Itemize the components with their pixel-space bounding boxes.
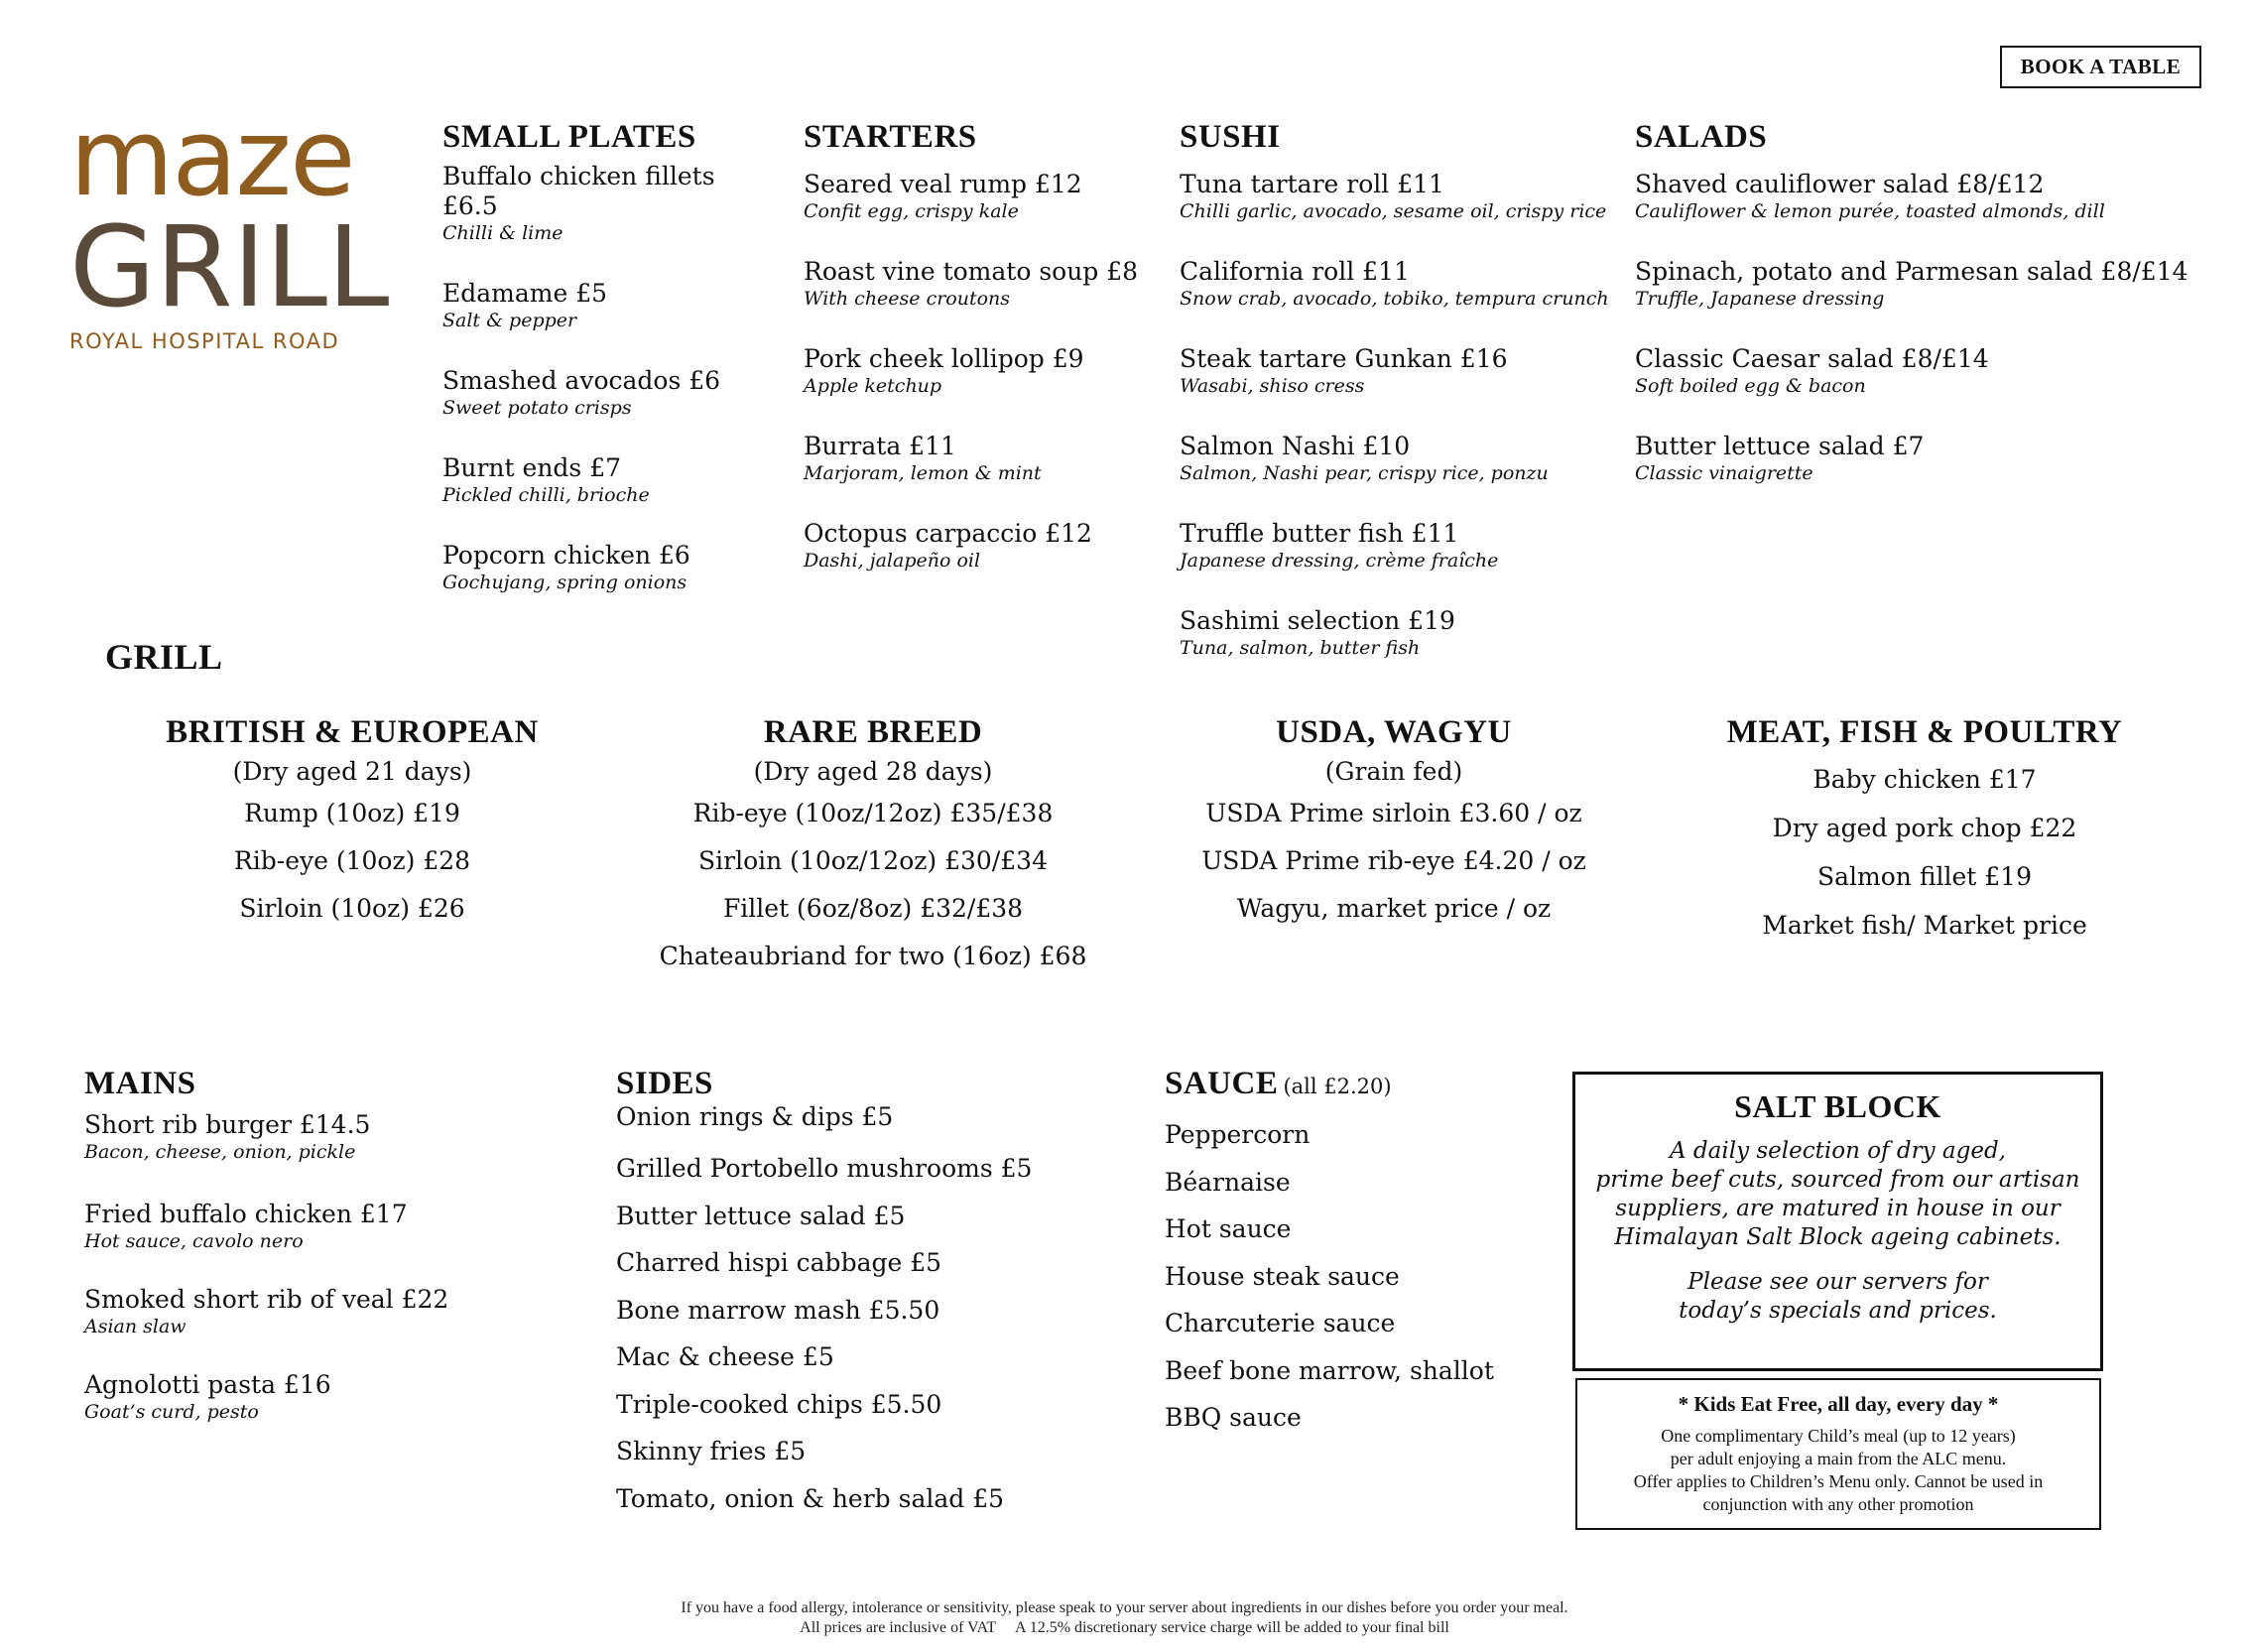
maze-grill-logo [69, 96, 390, 353]
kids-title: * Kids Eat Free, all day, every day * [1678, 1392, 1999, 1416]
list-item [1635, 257, 2190, 311]
item-desc: With cheese croutons [804, 288, 1011, 310]
logo-maze: maze [69, 96, 354, 220]
item-desc: Sweet potato crisps [442, 397, 632, 419]
usda-title: USDA, WAGYU [1276, 714, 1512, 750]
salads-title: SALADS [1635, 119, 1768, 155]
salt-block-title: SALT BLOCK [1734, 1088, 1941, 1124]
list-item: USDA Prime rib-eye £4.20 / oz [1201, 846, 1586, 875]
list-item [804, 432, 1161, 485]
list-item [84, 1370, 541, 1424]
logo-grill: GRILL [69, 203, 390, 332]
list-item: Beef bone marrow, shallot [1165, 1355, 1494, 1385]
footer-vat: All prices are inclusive of VAT A 12.5% discretionary service charge will be added to your final bill [800, 1619, 1449, 1636]
list-item [1635, 170, 2190, 223]
list-item: Tomato, onion & herb salad £5 [616, 1483, 1005, 1513]
item-name: Tuna tartare roll £11 [1180, 170, 1444, 198]
list-item [804, 344, 1161, 398]
item-name: California roll £11 [1180, 257, 1410, 286]
list-item [1635, 344, 2190, 398]
list-item [1180, 519, 1616, 572]
item-name: Burnt ends £7 [442, 453, 622, 482]
list-item [84, 1285, 541, 1338]
grill-title: GRILL [105, 637, 223, 677]
list-item [1635, 432, 2190, 485]
item-desc: Japanese dressing, crème fraîche [1180, 550, 1499, 572]
list-item: House steak sauce [1165, 1261, 1400, 1291]
list-item: Béarnaise [1165, 1167, 1291, 1197]
item-name: Sashimi selection £19 [1180, 606, 1455, 635]
salt-desc-line: A daily selection of dry aged, [1670, 1138, 2006, 1164]
list-item [442, 366, 770, 420]
rare-sub: (Dry aged 28 days) [753, 757, 993, 786]
sushi-section [1180, 119, 1616, 694]
salt-block-note [1575, 1268, 2100, 1326]
rare-breed-section [625, 714, 1121, 989]
logo-location: ROYAL HOSPITAL ROAD [69, 329, 340, 353]
item-name: Buffalo chicken fillets £6.5 [442, 162, 715, 220]
salt-desc-line: Himalayan Salt Block ageing cabinets. [1614, 1224, 2062, 1250]
item-name: Spinach, potato and Parmesan salad £8/£14 [1635, 257, 2188, 286]
item-name: Truffle butter fish £11 [1180, 519, 1459, 548]
salt-desc-line: prime beef cuts, sourced from our artisan [1595, 1167, 2080, 1193]
item-name: Smoked short rib of veal £22 [84, 1285, 449, 1314]
item-desc: Tuna, salmon, butter fish [1180, 637, 1421, 659]
sauce-note: (all £2.20) [1283, 1075, 1392, 1098]
sides-section [616, 1066, 1092, 1531]
list-item: Dry aged pork chop £22 [1772, 814, 2077, 842]
list-item: Wagyu, market price / oz [1236, 894, 1552, 923]
item-name: Popcorn chicken £6 [442, 541, 690, 570]
list-item [84, 1110, 541, 1164]
salt-note-line: Please see our servers for [1687, 1269, 1988, 1295]
list-item: Peppercorn [1165, 1120, 1311, 1149]
rare-title: RARE BREED [763, 714, 983, 750]
list-item: Skinny fries £5 [616, 1437, 807, 1465]
small-plates-section [442, 119, 770, 628]
item-name: Smashed avocados £6 [442, 366, 721, 395]
kids-line: per adult enjoying a main from the ALC menu. [1670, 1449, 2007, 1468]
list-item [84, 1200, 541, 1253]
item-desc: Soft boiled egg & bacon [1635, 375, 1866, 397]
item-desc: Dashi, jalapeño oil [804, 550, 981, 572]
list-item [804, 519, 1161, 572]
list-item [442, 453, 770, 507]
item-name: Burrata £11 [804, 432, 956, 460]
british-sub: (Dry aged 21 days) [232, 757, 472, 786]
list-item: USDA Prime sirloin £3.60 / oz [1205, 799, 1582, 827]
list-item: BBQ sauce [1165, 1403, 1302, 1432]
list-item [442, 162, 770, 245]
item-name: Steak tartare Gunkan £16 [1180, 344, 1508, 373]
british-title: BRITISH & EUROPEAN [166, 714, 539, 750]
list-item: Hot sauce [1165, 1214, 1292, 1243]
sauce-title: SAUCE [1165, 1066, 1279, 1101]
item-desc: Snow crab, avocado, tobiko, tempura crunch [1180, 288, 1609, 310]
footer [0, 1598, 2249, 1638]
usda-wagyu-section [1161, 714, 1627, 942]
list-item: Rib-eye (10oz) £28 [233, 846, 471, 875]
item-name: Shaved cauliflower salad £8/£12 [1635, 170, 2045, 198]
kids-desc [1577, 1425, 2099, 1516]
item-desc: Gochujang, spring onions [442, 572, 687, 593]
list-item: Onion rings & dips £5 [616, 1102, 894, 1131]
salads-section [1635, 119, 2190, 519]
list-item: Chateaubriand for two (16oz) £68 [659, 942, 1087, 970]
salt-note-line: today’s specials and prices. [1679, 1298, 1997, 1324]
list-item: Salmon fillet £19 [1816, 862, 2032, 891]
list-item: Grilled Portobello mushrooms £5 [616, 1154, 1033, 1183]
item-desc: Classic vinaigrette [1635, 462, 1813, 484]
salt-block-box [1572, 1072, 2103, 1371]
item-desc: Chilli garlic, avocado, sesame oil, crispy rice [1180, 200, 1607, 222]
list-item: Market fish/ Market price [1762, 911, 2087, 940]
list-item [442, 541, 770, 594]
item-name: Salmon Nashi £10 [1180, 432, 1411, 460]
list-item: Baby chicken £17 [1812, 765, 2037, 794]
meat-fish-poultry-section [1677, 714, 2173, 958]
meat-title: MEAT, FISH & POULTRY [1726, 714, 2123, 750]
item-name: Seared veal rump £12 [804, 170, 1082, 198]
item-desc: Hot sauce, cavolo nero [84, 1230, 304, 1252]
item-desc: Bacon, cheese, onion, pickle [84, 1141, 356, 1163]
item-desc: Goat’s curd, pesto [84, 1401, 259, 1423]
list-item: Rib-eye (10oz/12oz) £35/£38 [692, 799, 1054, 827]
list-item: Sirloin (10oz/12oz) £30/£34 [698, 846, 1048, 875]
list-item: Sirloin (10oz) £26 [239, 894, 465, 923]
list-item [1180, 344, 1616, 398]
small-plates-title: SMALL PLATES [442, 119, 696, 155]
item-desc: Truffle, Japanese dressing [1635, 288, 1885, 310]
mains-title: MAINS [84, 1066, 196, 1101]
usda-sub: (Grain fed) [1324, 757, 1463, 786]
list-item: Charred hispi cabbage £5 [616, 1248, 942, 1277]
sides-title: SIDES [616, 1066, 713, 1101]
item-desc: Marjoram, lemon & mint [804, 462, 1042, 484]
item-name: Agnolotti pasta £16 [84, 1370, 331, 1399]
item-desc: Chilli & lime [442, 222, 563, 244]
list-item: Mac & cheese £5 [616, 1342, 834, 1371]
list-item: Butter lettuce salad £5 [616, 1201, 906, 1230]
list-item [1180, 432, 1616, 485]
list-item [804, 170, 1161, 223]
item-desc: Salmon, Nashi pear, crispy rice, ponzu [1180, 462, 1549, 484]
list-item: Bone marrow mash £5.50 [616, 1295, 940, 1325]
salt-desc-line: suppliers, are matured in house in our [1615, 1196, 2061, 1221]
item-name: Edamame £5 [442, 279, 608, 308]
item-name: Octopus carpaccio £12 [804, 519, 1092, 548]
mains-section [84, 1066, 541, 1458]
list-item [442, 279, 770, 332]
item-desc: Wasabi, shiso cress [1180, 375, 1365, 397]
item-desc: Apple ketchup [804, 375, 942, 397]
item-name: Fried buffalo chicken £17 [84, 1200, 408, 1228]
footer-allergy: If you have a food allergy, intolerance or sensitivity, please speak to your server about ingredients in our dishes before you order your meal. [681, 1599, 1568, 1616]
list-item [804, 257, 1161, 311]
item-name: Butter lettuce salad £7 [1635, 432, 1925, 460]
item-name: Classic Caesar salad £8/£14 [1635, 344, 1989, 373]
kids-eat-free-box [1575, 1378, 2101, 1530]
salt-block-desc [1575, 1137, 2100, 1252]
item-desc: Pickled chilli, brioche [442, 484, 650, 506]
item-desc: Cauliflower & lemon purée, toasted almonds, dill [1635, 200, 2105, 222]
list-item: Fillet (6oz/8oz) £32/£38 [722, 894, 1024, 923]
list-item [1180, 170, 1616, 223]
list-item: Charcuterie sauce [1165, 1309, 1396, 1337]
kids-line: Offer applies to Children’s Menu only. Cannot be used in [1633, 1471, 2044, 1491]
item-desc: Asian slaw [84, 1316, 187, 1337]
list-item [1180, 257, 1616, 311]
item-desc: Salt & pepper [442, 310, 577, 331]
book-a-table-button[interactable]: BOOK A TABLE [2000, 46, 2201, 88]
item-name: Roast vine tomato soup £8 [804, 257, 1139, 286]
sauce-section [1165, 1066, 1562, 1451]
sauce-heading [1165, 1066, 1562, 1102]
kids-line: conjunction with any other promotion [1702, 1494, 1974, 1514]
item-name: Short rib burger £14.5 [84, 1110, 371, 1139]
sushi-title: SUSHI [1180, 119, 1281, 155]
list-item: Triple-cooked chips £5.50 [616, 1389, 942, 1419]
list-item: Rump (10oz) £19 [244, 799, 460, 827]
item-desc: Confit egg, crispy kale [804, 200, 1019, 222]
kids-line: One complimentary Child’s meal (up to 12 years) [1661, 1426, 2016, 1446]
starters-section [804, 119, 1161, 606]
item-name: Pork cheek lollipop £9 [804, 344, 1084, 373]
list-item [1180, 606, 1616, 660]
british-european-section [139, 714, 565, 942]
starters-title: STARTERS [804, 119, 977, 155]
